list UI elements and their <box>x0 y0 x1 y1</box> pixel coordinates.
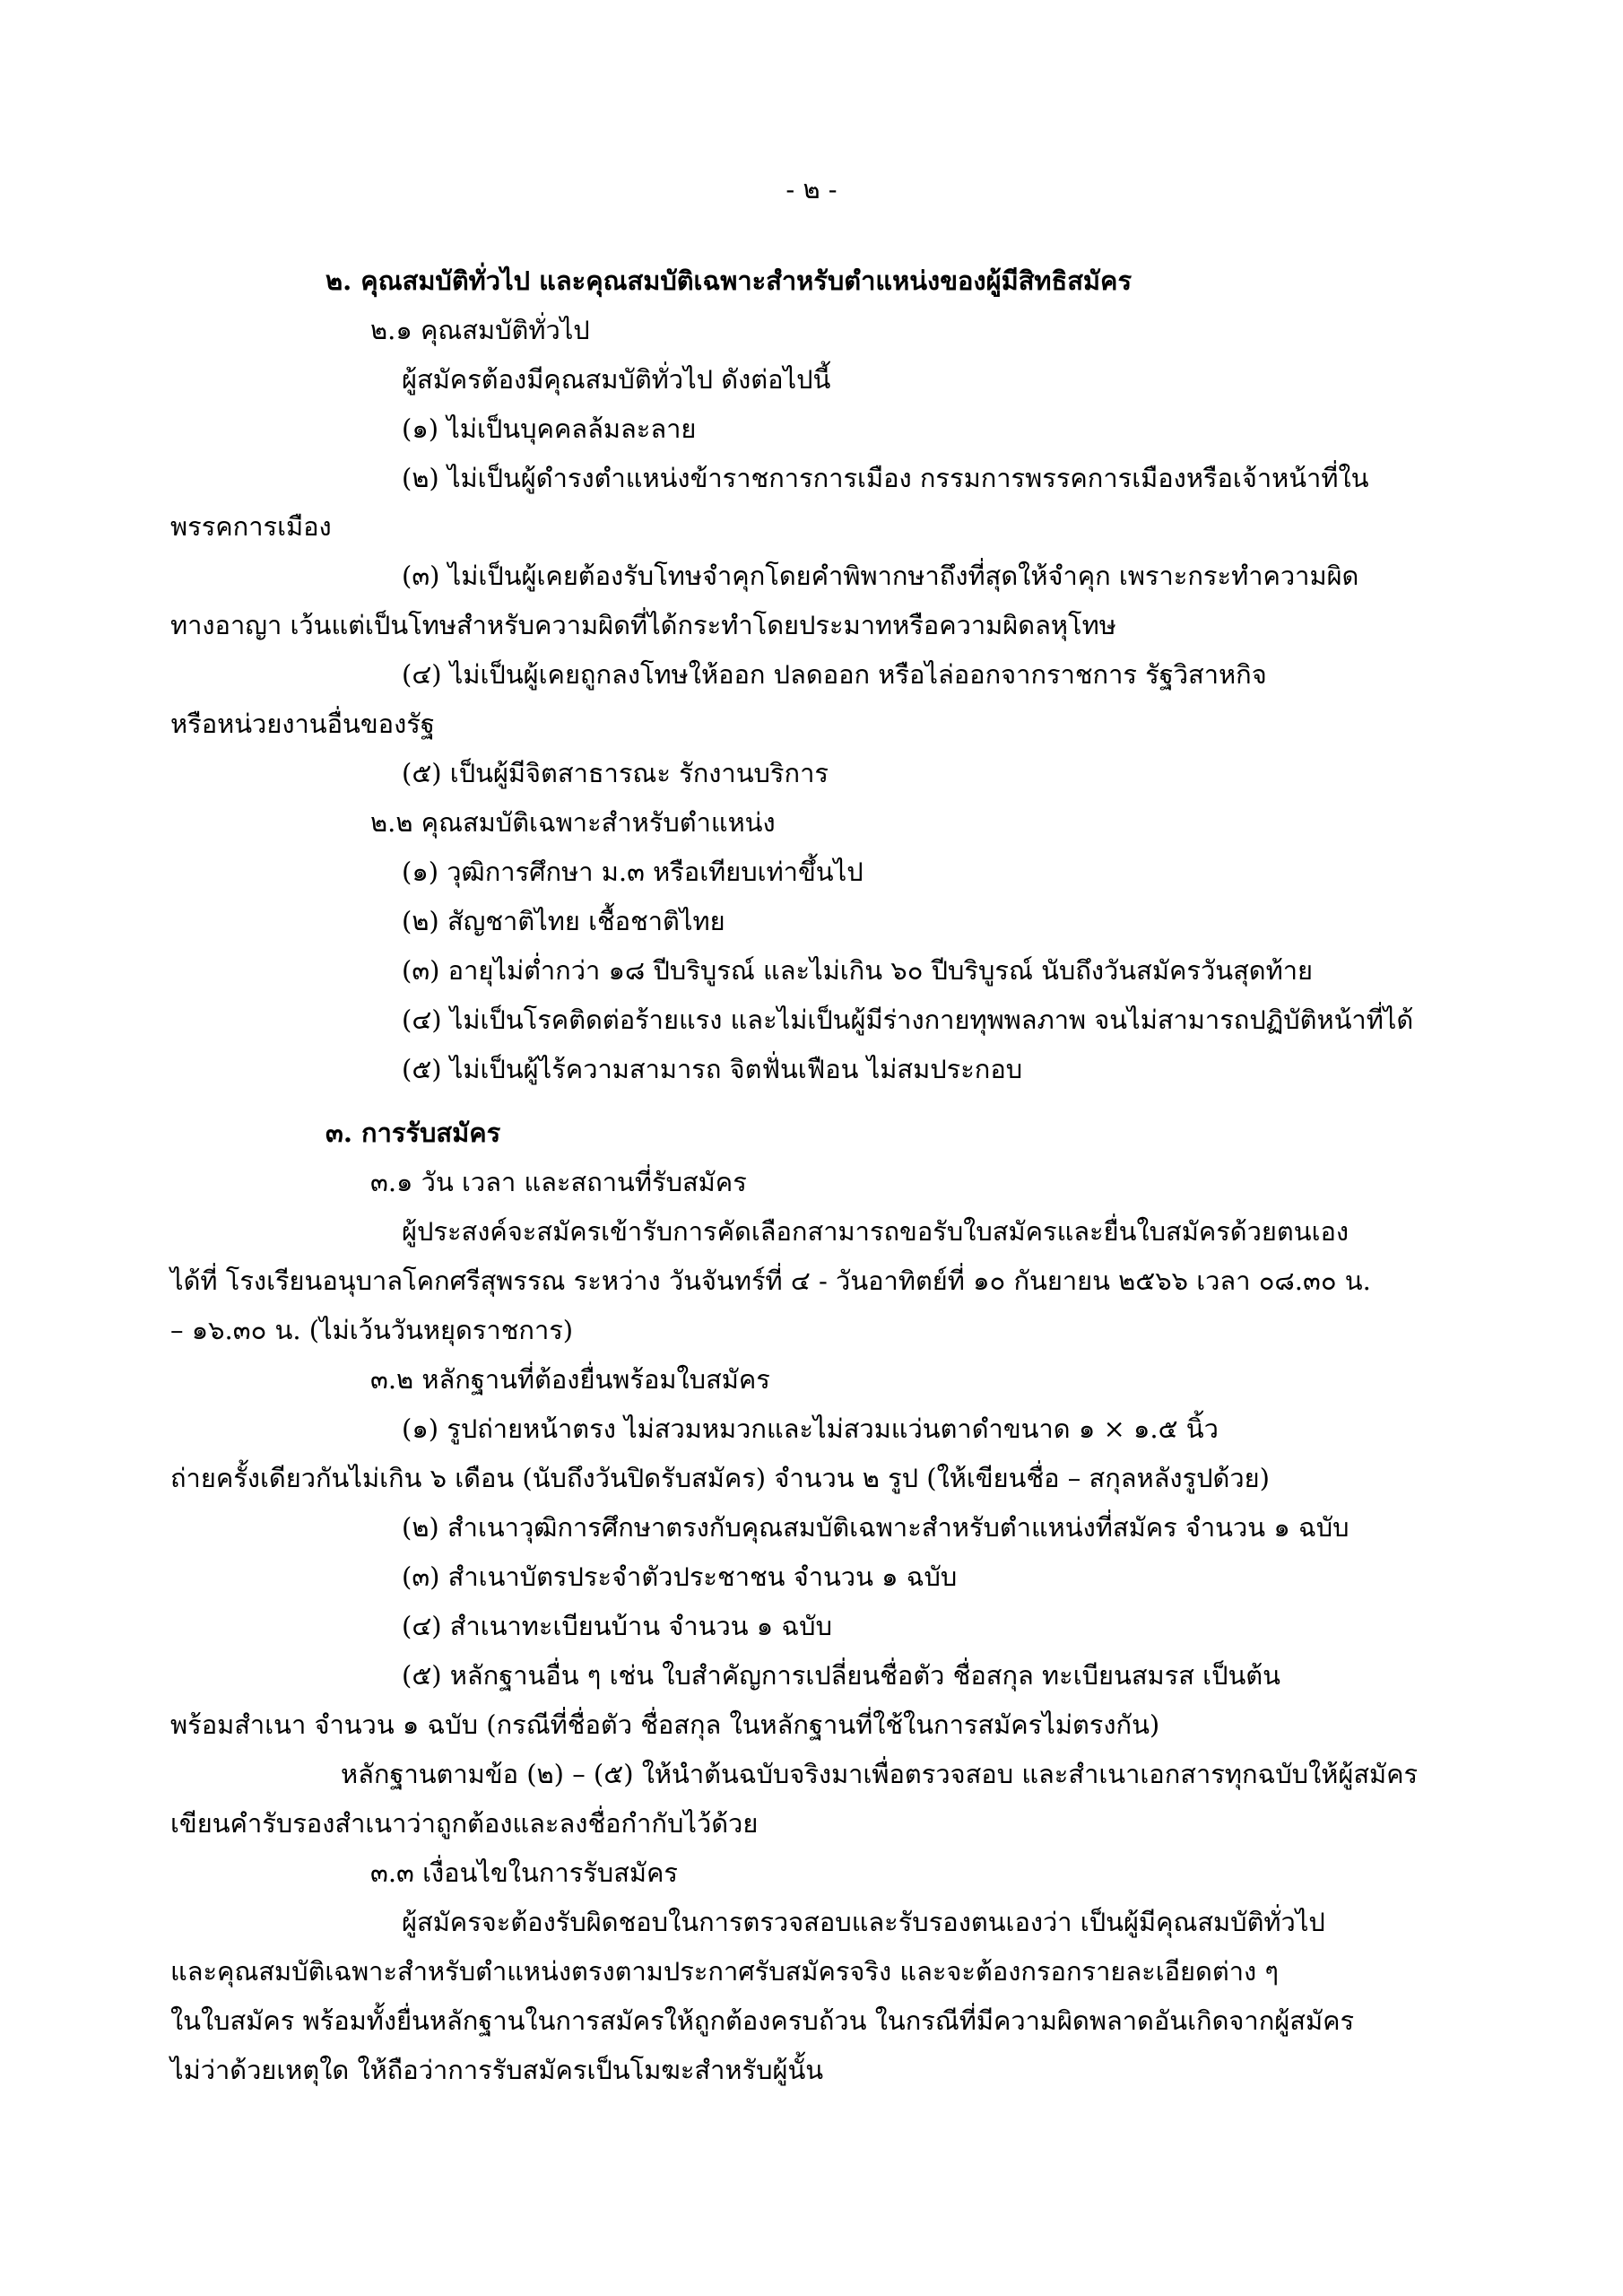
paragraph-line: หลักฐานตามข้อ (๒) – (๕) ให้นำต้นฉบับจริงมาเพื่อตรวจสอบ และสำเนาเอกสารทุกฉบับให้ผู้สมัคร <box>341 1759 1419 1789</box>
paragraph-line: ในใบสมัคร พร้อมทั้งยื่นหลักฐานในการสมัครให้ถูกต้องครบถ้วน ในกรณีที่มีความผิดพลาดอันเกิดจากผู้สมัคร <box>170 2005 1355 2036</box>
list-item: (๑) ไม่เป็นบุคคลล้มละลาย <box>402 413 697 444</box>
paragraph-line: หรือหน่วยงานอื่นของรัฐ <box>170 709 435 739</box>
list-item: (๓) สำเนาบัตรประจำตัวประชาชน จำนวน ๑ ฉบับ <box>402 1561 958 1592</box>
page-number: - ๒ - <box>785 174 838 204</box>
list-item: (๓) อายุไม่ต่ำกว่า ๑๘ ปีบริบูรณ์ และไม่เกิน ๖๐ ปีบริบูรณ์ นับถึงวันสมัครวันสุดท้าย <box>402 955 1313 986</box>
paragraph-line: – ๑๖.๓๐ น. (ไม่เว้นวันหยุดราชการ) <box>170 1315 574 1345</box>
paragraph-line: พร้อมสำเนา จำนวน ๑ ฉบับ (กรณีที่ชื่อตัว ชื่อสกุล ในหลักฐานที่ใช้ในการสมัครไม่ตรงกัน) <box>170 1709 1160 1740</box>
list-item: (๕) ไม่เป็นผู้ไร้ความสามารถ จิตฟั่นเฟือน ไม่สมประกอบ <box>402 1054 1023 1084</box>
subsection-heading: ๓.๓ เงื่อนไขในการรับสมัคร <box>370 1857 678 1888</box>
paragraph-line: ผู้สมัครจะต้องรับผิดชอบในการตรวจสอบและรับรองตนเองว่า เป็นผู้มีคุณสมบัติทั่วไป <box>402 1907 1325 1937</box>
subsection-heading: ๒.๒ คุณสมบัติเฉพาะสำหรับตำแหน่ง <box>370 807 776 838</box>
paragraph-line: เขียนคำรับรองสำเนาว่าถูกต้องและลงชื่อกำกับไว้ด้วย <box>170 1808 759 1839</box>
subsection-heading: ๓.๑ วัน เวลา และสถานที่รับสมัคร <box>370 1167 747 1197</box>
list-item: (๕) หลักฐานอื่น ๆ เช่น ใบสำคัญการเปลี่ยนชื่อตัว ชื่อสกุล ทะเบียนสมรส เป็นต้น <box>402 1660 1280 1691</box>
subsection-heading: ๓.๒ หลักฐานที่ต้องยื่นพร้อมใบสมัคร <box>370 1364 770 1395</box>
paragraph-line: ทางอาญา เว้นแต่เป็นโทษสำหรับความผิดที่ได้กระทำโดยประมาทหรือความผิดลหุโทษ <box>170 610 1116 640</box>
paragraph-line: ได้ที่ โรงเรียนอนุบาลโคกศรีสุพรรณ ระหว่าง วันจันทร์ที่ ๔ - วันอาทิตย์ที่ ๑๐ กันยายน ๒๕๖๖ เวลา ๐๘.๓๐ น. <box>170 1265 1371 1296</box>
list-item: (๔) ไม่เป็นโรคติดต่อร้ายแรง และไม่เป็นผู้มีร่างกายทุพพลภาพ จนไม่สามารถปฏิบัติหน้าที่ได้ <box>402 1004 1414 1035</box>
list-item: (๑) วุฒิการศึกษา ม.๓ หรือเทียบเท่าขึ้นไป <box>402 857 864 887</box>
list-item: (๔) สำเนาทะเบียนบ้าน จำนวน ๑ ฉบับ <box>402 1611 832 1641</box>
list-item: (๒) สัญชาติไทย เชื้อชาติไทย <box>402 906 725 936</box>
list-item: (๓) ไม่เป็นผู้เคยต้องรับโทษจำคุกโดยคำพิพากษาถึงที่สุดให้จำคุก เพราะกระทำความผิด <box>402 561 1359 591</box>
section-heading-application: ๓. การรับสมัคร <box>325 1118 501 1148</box>
paragraph-line: ผู้สมัครต้องมีคุณสมบัติทั่วไป ดังต่อไปนี้ <box>402 364 831 395</box>
paragraph-line: พรรคการเมือง <box>170 511 332 542</box>
list-item: (๒) ไม่เป็นผู้ดำรงตำแหน่งข้าราชการการเมือง กรรมการพรรคการเมืองหรือเจ้าหน้าที่ใน <box>402 463 1369 493</box>
subsection-heading: ๒.๑ คุณสมบัติทั่วไป <box>370 315 590 345</box>
list-item: (๔) ไม่เป็นผู้เคยถูกลงโทษให้ออก ปลดออก หรือไล่ออกจากราชการ รัฐวิสาหกิจ <box>402 659 1267 690</box>
paragraph-line: ผู้ประสงค์จะสมัครเข้ารับการคัดเลือกสามารถขอรับใบสมัครและยื่นใบสมัครด้วยตนเอง <box>402 1216 1350 1247</box>
paragraph-line: ไม่ว่าด้วยเหตุใด ให้ถือว่าการรับสมัครเป็นโมฆะสำหรับผู้นั้น <box>170 2055 824 2085</box>
list-item: (๒) สำเนาวุฒิการศึกษาตรงกับคุณสมบัติเฉพาะสำหรับตำแหน่งที่สมัคร จำนวน ๑ ฉบับ <box>402 1512 1350 1543</box>
list-item: (๑) รูปถ่ายหน้าตรง ไม่สวมหมวกและไม่สวมแว่นตาดำขนาด ๑ × ๑.๕ นิ้ว <box>402 1413 1219 1444</box>
section-heading-qualifications: ๒. คุณสมบัติทั่วไป และคุณสมบัติเฉพาะสำหรับตำแหน่งของผู้มีสิทธิสมัคร <box>325 265 1133 296</box>
list-item: (๕) เป็นผู้มีจิตสาธารณะ รักงานบริการ <box>402 758 829 788</box>
paragraph-line: ถ่ายครั้งเดียวกันไม่เกิน ๖ เดือน (นับถึงวันปิดรับสมัคร) จำนวน ๒ รูป (ให้เขียนชื่อ – สกุลหลังรูปด้วย) <box>170 1463 1270 1493</box>
paragraph-line: และคุณสมบัติเฉพาะสำหรับตำแหน่งตรงตามประกาศรับสมัครจริง และจะต้องกรอกรายละเอียดต่าง ๆ <box>170 1956 1279 1987</box>
